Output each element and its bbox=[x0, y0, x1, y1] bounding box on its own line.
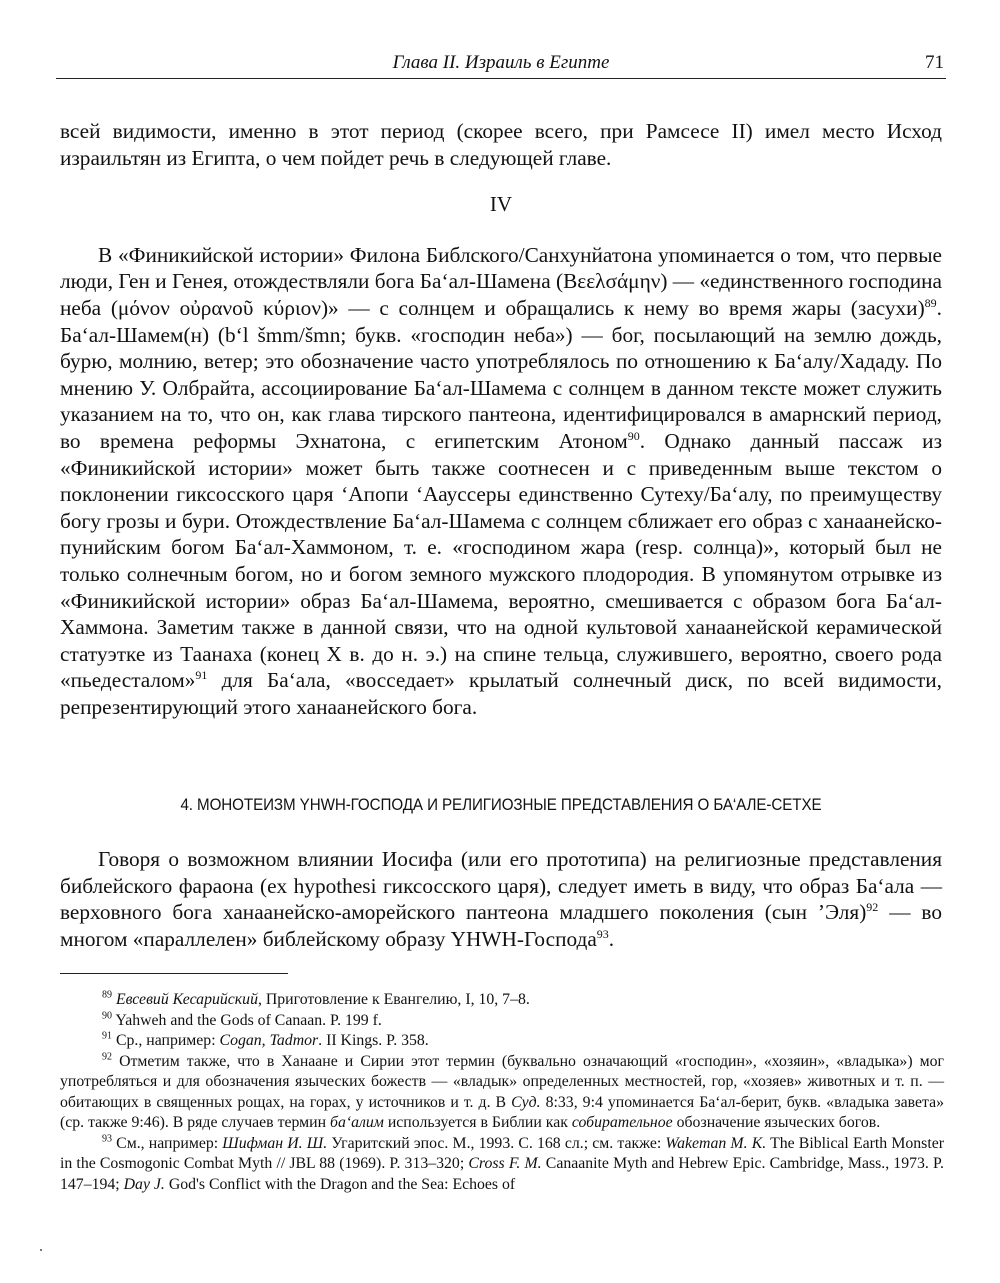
section-number: IV bbox=[489, 192, 513, 217]
footnote-89-text: , Приготовление к Евангелию, I, 10, 7–8. bbox=[257, 991, 530, 1008]
footnote-ref-90[interactable]: 90 bbox=[627, 428, 640, 443]
footnote-93-author-4: Day J. bbox=[123, 1175, 165, 1193]
paragraph-3-part-b: — во многом «параллелен» библейскому образу YHWH-Господа bbox=[60, 900, 942, 951]
footnote-90 bbox=[60, 1011, 944, 1032]
footnote-92-term: ба‘алим bbox=[330, 1114, 384, 1131]
footnote-92-part-b: 8:33, 9:4 упоминается Ба‘ал-берит, букв. «владыка завета» (ср. также 9:46). В ряде случаев термин bbox=[60, 1093, 944, 1131]
footnote-ref-91[interactable]: 91 bbox=[195, 668, 208, 683]
footnote-92-sud: Суд. bbox=[511, 1093, 541, 1111]
footnote-93-author-1: Шифман И. Ш. bbox=[222, 1134, 328, 1152]
footnote-89 bbox=[60, 990, 944, 1011]
footnote-ref-89[interactable]: 89 bbox=[924, 295, 937, 310]
footnote-rule bbox=[60, 973, 288, 974]
footnote-92-part-d: обозначение языческих богов. bbox=[672, 1114, 881, 1131]
paragraph-3-part-a: Говоря о возможном влиянии Иосифа (или его прототипа) на религиозные представления библейского фараона (ex hypothesi гиксосского царя), следует иметь в виду, что образ Ба‘ала — верховного бога ханаанейско-аморейского пантеона младшего поколения (сын ’Эля) bbox=[60, 847, 942, 925]
footnote-93-part-e: God's Conflict with the Dragon and the Sea: Echoes of bbox=[164, 1175, 516, 1193]
page-header bbox=[58, 52, 944, 78]
footnote-91 bbox=[60, 1031, 944, 1052]
footnote-number-92: 92 bbox=[102, 1051, 112, 1063]
footnote-89-author: Евсевий Кесарийский bbox=[115, 991, 258, 1008]
page-number: 71 bbox=[925, 52, 944, 73]
paragraph-2 bbox=[60, 242, 942, 721]
main-text-2 bbox=[60, 846, 942, 952]
footnote-92-part-a: Отметим также, что в Ханаане и Сирии этот термин (буквально означающий «господин», «хозяин», «владыка») мог употребляться и для обозначения языческих божеств — «владык» определенных местностей, гор, «хозяев» животных и т. п. — обитающих в священных рощах, на горах, у источников и т. д. В bbox=[60, 1052, 945, 1111]
paragraph-1: всей видимости, именно в этот период (скорее всего, при Рамсесе II) имел место Исход израильтян из Египта, о чем пойдет речь в следующей главе. bbox=[60, 119, 942, 170]
section-heading: 4. МОНОТЕИЗМ YHWH-ГОСПОДА И РЕЛИГИОЗНЫЕ ПРЕДСТАВЛЕНИЯ О БА‘АЛЕ-СЕТХЕ bbox=[180, 796, 822, 814]
footnote-ref-93[interactable]: 93 bbox=[596, 926, 609, 941]
footnote-number-89: 89 bbox=[102, 989, 112, 1001]
main-text bbox=[60, 118, 942, 720]
footnote-number-93: 93 bbox=[102, 1133, 112, 1145]
header-rule bbox=[56, 78, 946, 79]
footnote-ref-92[interactable]: 92 bbox=[866, 900, 879, 915]
paragraph-2-part-b: . Ба‘ал-Шамем(н) (b‘l šmm/šmn; букв. «господин неба») — бог, посылающий на землю дождь, бурю, молнию, ветер; это обозначение часто употреблялось по отношению к Ба‘алу/Хададу. По мнению У. Олбрайта, ассоциирование Ба‘ал-Шамема с солнцем в данном тексте может служить указанием на то, что он, как глава тирского пантеона, идентифицировался в амарнский период, во времена реформы Эхнатона, с египетским Атоном bbox=[60, 295, 942, 453]
footnote-93-part-d: Canaanite Myth and Hebrew Epic. Cambridge, Mass., 1973. P. 147–194; bbox=[60, 1155, 944, 1193]
paragraph-3 bbox=[60, 846, 942, 952]
footnote-91-author: Cogan, Tadmor bbox=[219, 1032, 319, 1049]
footnote-92-collective: собирательное bbox=[571, 1114, 673, 1131]
footnote-number-90: 90 bbox=[102, 1010, 112, 1022]
paragraph-3-part-c: . bbox=[608, 926, 615, 951]
footnote-93-part-b: Угаритский эпос. М., 1993. С. 168 сл.; см. также: bbox=[327, 1134, 666, 1152]
paragraph-2-part-d: для Ба‘ала, «восседает» крылатый солнечный диск, по всей видимости, репрезентирующий этого ханаанейского бога. bbox=[60, 668, 942, 719]
scan-speck bbox=[40, 1249, 42, 1251]
paragraph-2-part-c: . Однако данный пассаж из «Финикийской истории» может быть также соотнесен и с приведенным выше текстом о поклонении гиксосского царя ‘Апопи ‘Аауссеры единственно Сутеху/Ба‘алу, по преимуществу богу грозы и бури. Отождествление Ба‘ал-Шамема с солнцем сближает его образ с ханаанейско-пунийским богом Ба‘ал-Хаммоном, т. е. «господином жара (resp. солнца)», который был не только солнечным богом, но и богом земного мужского плодородия. В упомянутом отрывке из «Финикийской истории» образ Ба‘ал-Шамема, вероятно, смешивается с образом бога Ба‘ал-Хаммона. Заметим также в данной связи, что на одной культовой ханаанейской керамической статуэтке из Таанаха (конец X в. до н. э.) на спине тельца, служившего, вероятно, своего рода «пьедесталом» bbox=[60, 428, 942, 693]
footnote-number-91: 91 bbox=[102, 1030, 112, 1042]
paragraph-2-part-a: В «Финикийской истории» Филона Библского/Санхунйатона упоминается о том, что первые люди, Ген и Генея, отождествляли бога Ба‘ал-Шамена (Βεελσάμην) — «единственного господина неба (μόνον οὐρανοῦ κύριον)» — с солнцем и обращались к нему во время жары (засухи) bbox=[60, 242, 942, 320]
footnote-92 bbox=[60, 1052, 944, 1134]
footnote-92-part-c: используется в Библии как bbox=[383, 1114, 572, 1131]
running-title: Глава II. Израиль в Египте bbox=[392, 52, 610, 73]
footnotes bbox=[60, 990, 944, 1195]
footnote-91-pre: Ср., например: bbox=[115, 1032, 220, 1049]
footnote-93-part-c: The Biblical Earth Monster in the Cosmogonic Combat Myth // JBL 88 (1969). P. 313–320; bbox=[60, 1134, 944, 1172]
footnote-91-text: . II Kings. P. 358. bbox=[318, 1032, 429, 1049]
footnote-93-author-2: Wakeman M. K. bbox=[665, 1134, 767, 1152]
footnote-93-part-a: См., например: bbox=[116, 1134, 223, 1152]
footnote-93-author-3: Cross F. M. bbox=[468, 1155, 542, 1172]
footnote-93 bbox=[60, 1134, 944, 1196]
footnote-90-text: Yahweh and the Gods of Canaan. P. 199 f. bbox=[115, 1011, 382, 1029]
